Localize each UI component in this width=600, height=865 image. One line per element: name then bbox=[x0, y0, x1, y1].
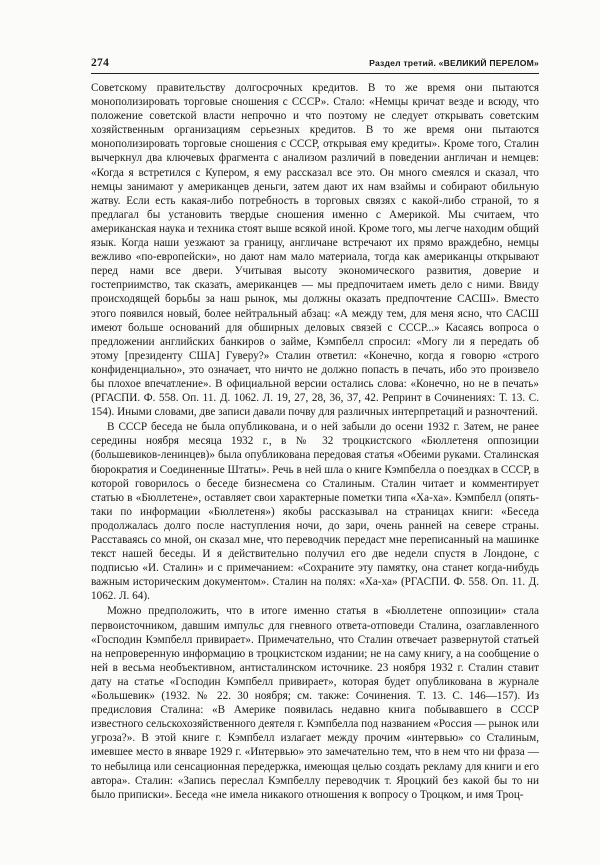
page-number: 274 bbox=[91, 57, 110, 69]
paragraph: Советскому правительству долгосрочных кредитов. В то же время они пытаются монополизировать торговые сношения с СССР». Стало: «Немцы кричат везде и всюду, что положение советской власти непрочно и что поэтому не следует открывать советским хозяйственным организациям серьезных кредитов. В то же время они пытаются монополизировать торговые сношения с СССР, открывая ему кредиты». Кроме того, Сталин вычеркнул два ключевых фрагмента с анализом различий в поведении англичан и немцев: «Когда я встретился с Купером, я ему рассказал все это. Он много смеялся и сказал, что немцы занимают у американцев деньги, затем дают их нам взаймы и собирают обильную жатву. Если есть какая-либо потребность в торговых связях с какой-либо страной, то я предлагал бы установить твердые сношения именно с Америкой. Мы считаем, что американская наука и техника стоят выше всякой иной. Кроме того, мы легче находим общий язык. Когда наши уезжают за границу, англичане встречают их прямо враждебно, немцы вежливо «по-европейски», но дают нам мало материала, тогда как американцы открывают перед нами все двери. Учитывая высоту экономического развития, доверие и гостеприимство, так сказать, американцев — мы предпочитаем иметь дело с ними. Ввиду происходящей борьбы за наш рынок, мы должны оказать предпочтение САСШ». Вместо этого появился новый, более нейтральный абзац: «А между тем, для меня ясно, что САСШ имеют больше оснований для обширных деловых связей с СССР...» Касаясь вопроса о предложении английских банкиров о займе, Кэмпбелл спросил: «Могу ли я передать об этому [президенту США] Гуверу?» Сталин ответил: «Конечно, когда я говорю «строго конфиденциально», это означает, что ничто не должно попасть в печать, ибо это произвело бы плохое впечатление». В официальной версии остались слова: «Конечно, но не в печать» (РГАСПИ. Ф. 558. Оп. 11. Д. 1062. Л. 19, 27, 28, 36, 37, 42. Репринт в Сочинениях: Т. 13. С. 154). Иными словами, две записи давали почву для различных интерпретаций и разночтений. bbox=[91, 82, 539, 419]
body-text bbox=[91, 81, 539, 803]
running-title: Раздел третий. «ВЕЛИКИЙ ПЕРЕЛОМ» bbox=[369, 58, 539, 68]
paragraph: Можно предположить, что в итоге именно статья в «Бюллетене оппозиции» стала первоисточником, давшим импульс для гневного ответа-отповеди Сталина, озаглавленного «Господин Кэмпбелл привирает». Примечательно, что Сталин отвечает развернутой статьей на непроверенную информацию в троцкистском издании; не на саму книгу, а на сообщение о ней в весьма необъективном, антисталинском источнике. 23 ноября 1932 г. Сталин ставит дату на статье «Господин Кэмпбелл привирает», которая будет опубликована в журнале «Большевик» (1932. № 22. 30 ноября; см. также: Сочинения. Т. 13. С. 146—157). Из предисловия Сталина: «В Америке появилась недавно книга побывавшего в СССР известного сельскохозяйственного деятеля г. Кэмпбелла под названием «Россия — рынок или угроза?». В этой книге г. Кэмпбелл излагает между прочим «интервью» со Сталиным, имевшее место в январе 1929 г. «Интервью» это замечательно тем, что в нем что ни фраза — то небылица или сенсационная передержка, имеющая целью создать рекламу для книги и его автора». Сталин: «Запись переслал Кэмпбеллу переводчик т. Яроцкий без какой бы то ни было приписки». Беседа «не имела никакого отношения к вопросу о Троцком, и имя Троц- bbox=[91, 605, 539, 801]
paragraph: В СССР беседа не была опубликована, и о ней забыли до осени 1932 г. Затем, не ранее середины ноября месяца 1932 г., в № 32 троцкистского «Бюллетеня оппозиции (большевиков-ленинцев)» была опубликована передовая статья «Обеими руками. Сталинская бюрократия и Соединенные Штаты». Речь в ней шла о книге Кэмпбелла о поездках в СССР, в которой говорилось о беседе бизнесмена со Сталиным. Сталин читает и комментирует статью в «Бюллетене», оставляет свои характерные пометки типа «Ха-ха». Кэмпбелл (опять-таки по информации «Бюллетеня») якобы рассказывал на страницах книги: «Беседа продолжалась долго после наступления ночи, до зари, очень ранней на севере страны. Расставаясь со мной, он сказал мне, что переводчик передаст мне переписанный на машинке текст нашей беседы. И я действительно получил его две недели спустя в Лондоне, с подписью «И. Сталин» и с примечанием: «Сохраните эту памятку, она станет когда-нибудь важным историческим документом». Сталин на полях: «Ха-ха» (РГАСПИ. Ф. 558. Оп. 11. Д. 1062. Л. 64). bbox=[91, 421, 539, 603]
page-header bbox=[91, 57, 539, 74]
